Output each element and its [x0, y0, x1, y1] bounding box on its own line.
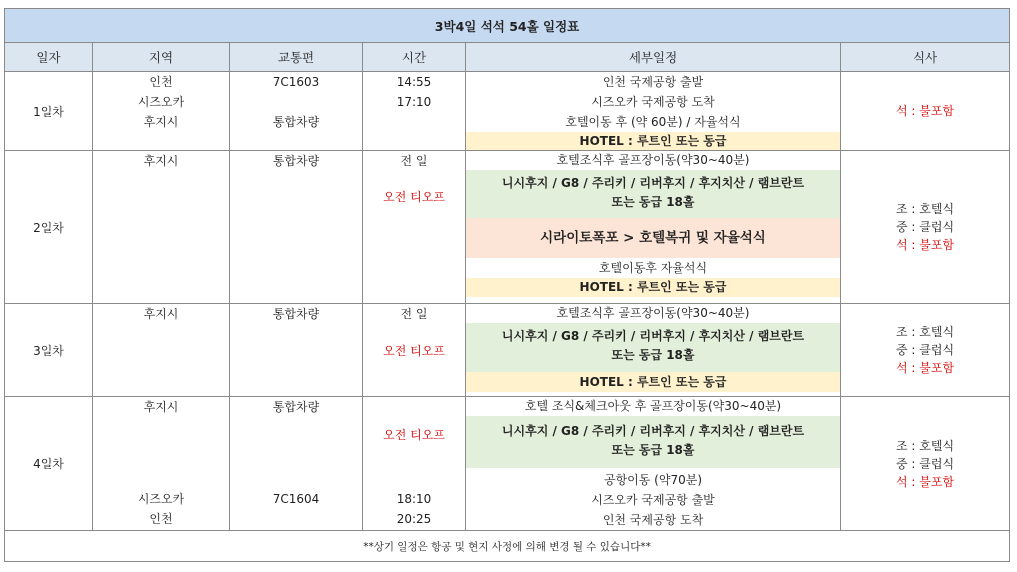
teeoff-label: 오전 티오프	[383, 344, 445, 358]
transport-item: 7C1603	[272, 75, 320, 89]
detail-cell	[466, 304, 841, 397]
footer-note: **상기 일정은 항공 및 현지 사정에 의해 변경 될 수 있습니다**	[5, 531, 1010, 562]
day-label: 2일차	[5, 151, 93, 304]
time-main: 전 일	[400, 154, 428, 168]
meal-breakfast: 조 : 호텔식	[896, 202, 955, 216]
itinerary-table	[4, 8, 1010, 562]
day-label: 3일차	[5, 304, 93, 397]
header-transport: 교통편	[230, 43, 363, 72]
meal-breakfast: 조 : 호텔식	[896, 325, 955, 339]
golf-alternative: 또는 동급 18홀	[611, 443, 695, 457]
meal-dinner: 석 : 불포함	[896, 361, 955, 375]
detail-line: 호텔이동 후 (약 60분) / 자율석식	[565, 115, 741, 129]
header-region: 지역	[93, 43, 230, 72]
time-cell	[363, 397, 466, 531]
meal-lunch: 중 : 클럽식	[896, 343, 955, 357]
transport-cell	[230, 397, 363, 531]
meal-dinner: 석 : 불포함	[896, 104, 955, 118]
golf-course-box	[466, 323, 840, 372]
detail-cell	[466, 397, 841, 531]
day-row-2	[5, 151, 1010, 304]
detail-line: 호텔조식후 골프장이동(약30~40분)	[556, 306, 750, 320]
time-cell	[363, 304, 466, 397]
detail-line: 호텔조식후 골프장이동(약30~40분)	[556, 153, 750, 167]
region-cell	[93, 72, 230, 151]
hotel-line: HOTEL : 루트인 또는 동급	[466, 278, 840, 297]
time-cell	[363, 151, 466, 304]
detail-line: 인천 국제공항 도착	[602, 513, 704, 527]
teeoff-label: 오전 티오프	[383, 428, 445, 442]
detail-line: 시즈오카 국제공항 도착	[591, 95, 715, 109]
transport-item	[230, 92, 362, 112]
time-item: 17:10	[396, 95, 432, 109]
time-item: 20:25	[396, 512, 432, 526]
region-item: 후지시	[143, 400, 179, 414]
detail-line: 호텔이동후 자율석식	[598, 261, 708, 275]
detail-line: 공항이동 (약70분)	[604, 473, 702, 487]
golf-alternative: 또는 동급 18홀	[611, 195, 695, 209]
golf-courses: 니시후지 / G8 / 주리키 / 리버후지 / 후지치산 / 램브란트	[501, 329, 805, 343]
region-item: 후지시	[143, 307, 179, 321]
detail-line: 시즈오카 국제공항 출발	[591, 493, 715, 507]
table-title: 3박4일 석석 54홀 일정표	[5, 9, 1010, 43]
time-item: 18:10	[396, 492, 432, 506]
itinerary-sheet	[4, 8, 1009, 562]
detail-line: 호텔 조식&체크아웃 후 골프장이동(약30~40분)	[524, 399, 782, 413]
region-item: 시즈오카	[137, 95, 185, 109]
transport-cell	[230, 151, 363, 304]
detail-line: 인천 국제공항 출발	[602, 75, 704, 89]
meal-dinner: 석 : 불포함	[896, 238, 955, 252]
meal-cell	[841, 72, 1010, 151]
time-cell	[363, 72, 466, 151]
teeoff-label: 오전 티오프	[383, 190, 445, 204]
region-cell	[93, 151, 230, 304]
region-item: 후지시	[143, 154, 179, 168]
meal-lunch: 중 : 클럽식	[896, 456, 955, 471]
meal-lunch: 중 : 클럽식	[896, 220, 955, 234]
header-day: 일자	[5, 43, 93, 72]
region-item: 인천	[149, 512, 173, 526]
region-item: 시즈오카	[137, 492, 185, 506]
transport-item: 통합차량	[272, 154, 320, 168]
day-row-1	[5, 72, 1010, 151]
meal-cell	[841, 304, 1010, 397]
region-cell	[93, 397, 230, 531]
golf-course-box	[466, 416, 840, 468]
transport-item: 통합차량	[272, 115, 320, 129]
transport-item: 통합차량	[272, 400, 320, 414]
meal-cell	[841, 151, 1010, 304]
header-row	[5, 43, 1010, 72]
time-main: 전 일	[400, 307, 428, 321]
tour-line: 시라이토폭포 > 호텔복귀 및 자율석식	[466, 218, 840, 258]
header-detail: 세부일정	[466, 43, 841, 72]
meal-cell	[841, 397, 1010, 531]
region-item: 후지시	[143, 115, 179, 129]
day-label: 4일차	[5, 397, 93, 531]
transport-cell	[230, 304, 363, 397]
day-row-3	[5, 304, 1010, 397]
header-meal: 식사	[841, 43, 1010, 72]
day-row-4	[5, 397, 1010, 531]
hotel-line: HOTEL : 루트인 또는 동급	[466, 372, 840, 392]
footer-row	[5, 531, 1010, 562]
golf-courses: 니시후지 / G8 / 주리키 / 리버후지 / 후지치산 / 램브란트	[501, 424, 805, 438]
header-time: 시간	[363, 43, 466, 72]
transport-item: 통합차량	[272, 307, 320, 321]
meal-dinner: 석 : 불포함	[896, 474, 955, 489]
detail-cell	[466, 151, 841, 304]
detail-cell	[466, 72, 841, 151]
golf-alternative: 또는 동급 18홀	[611, 348, 695, 362]
golf-courses: 니시후지 / G8 / 주리키 / 리버후지 / 후지치산 / 램브란트	[501, 176, 805, 190]
transport-cell	[230, 72, 363, 151]
time-item: 14:55	[396, 75, 432, 89]
transport-item: 7C1604	[272, 492, 320, 506]
meal-breakfast: 조 : 호텔식	[896, 438, 955, 453]
region-cell	[93, 304, 230, 397]
hotel-line: HOTEL : 루트인 또는 동급	[466, 132, 840, 150]
day-label: 1일차	[5, 72, 93, 151]
region-item: 인천	[149, 75, 173, 89]
golf-course-box	[466, 170, 840, 218]
